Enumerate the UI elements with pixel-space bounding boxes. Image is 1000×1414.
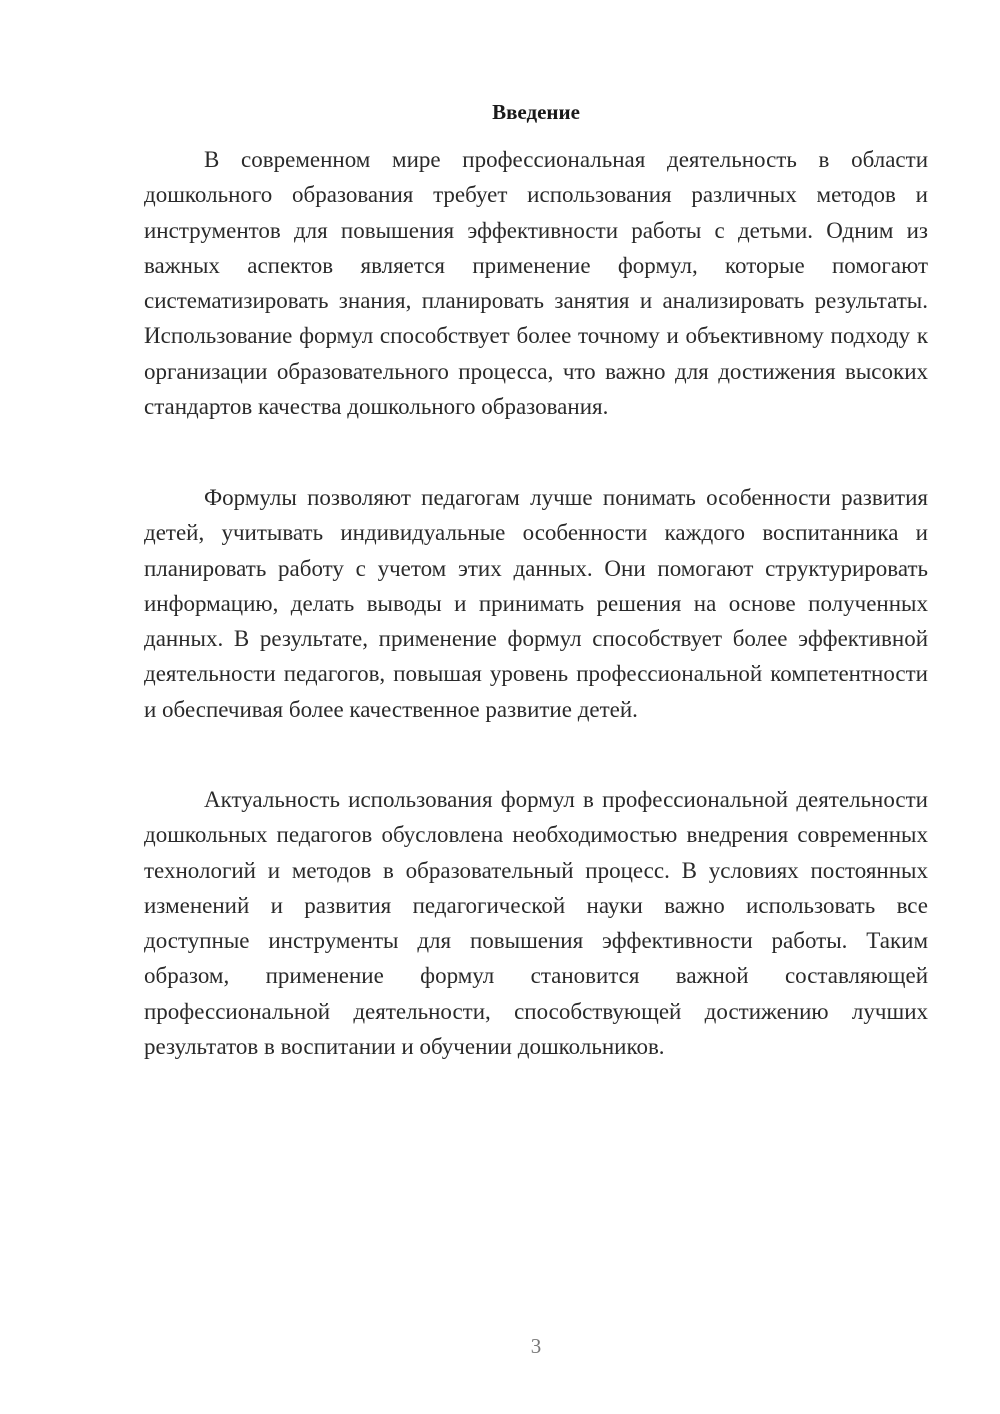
paragraph-2: Формулы позволяют педагогам лучше понимать особенности развития детей, учитывать индивидуальные особенности каждого воспитанника и планировать работу с учетом этих данных. Они помогают структурировать информацию, делать выводы и принимать решения на основе полученных данных. В результате, применение формул способствует более эффективной деятельности педагогов, повышая уровень профессиональной компетентности и обеспечивая более качественное развитие детей. (144, 485, 928, 722)
paragraph-1: В современном мире профессиональная деятельность в области дошкольного образования требует использования различных методов и инструментов для повышения эффективности работы с детьми. Одним из важных аспектов является применение формул, которые помогают систематизировать знания, планировать занятия и анализировать результаты. Использование формул способствует более точному и объективному подходу к организации образовательного процесса, что важно для достижения высоких стандартов качества дошкольного образования. (144, 147, 928, 420)
section-heading: Введение (492, 100, 580, 124)
paragraph-3: Актуальность использования формул в профессиональной деятельности дошкольных педагогов обусловлена необходимостью внедрения современных технологий и методов в образовательный процесс. В условиях постоянных изменений и развития педагогической науки важно использовать все доступные инструменты для повышения эффективности работы. Таким образом, применение формул становится важной составляющей профессиональной деятельности, способствующей достижению лучших результатов в воспитании и обучении дошкольников. (144, 787, 928, 1060)
page-number: 3 (530, 1334, 542, 1358)
